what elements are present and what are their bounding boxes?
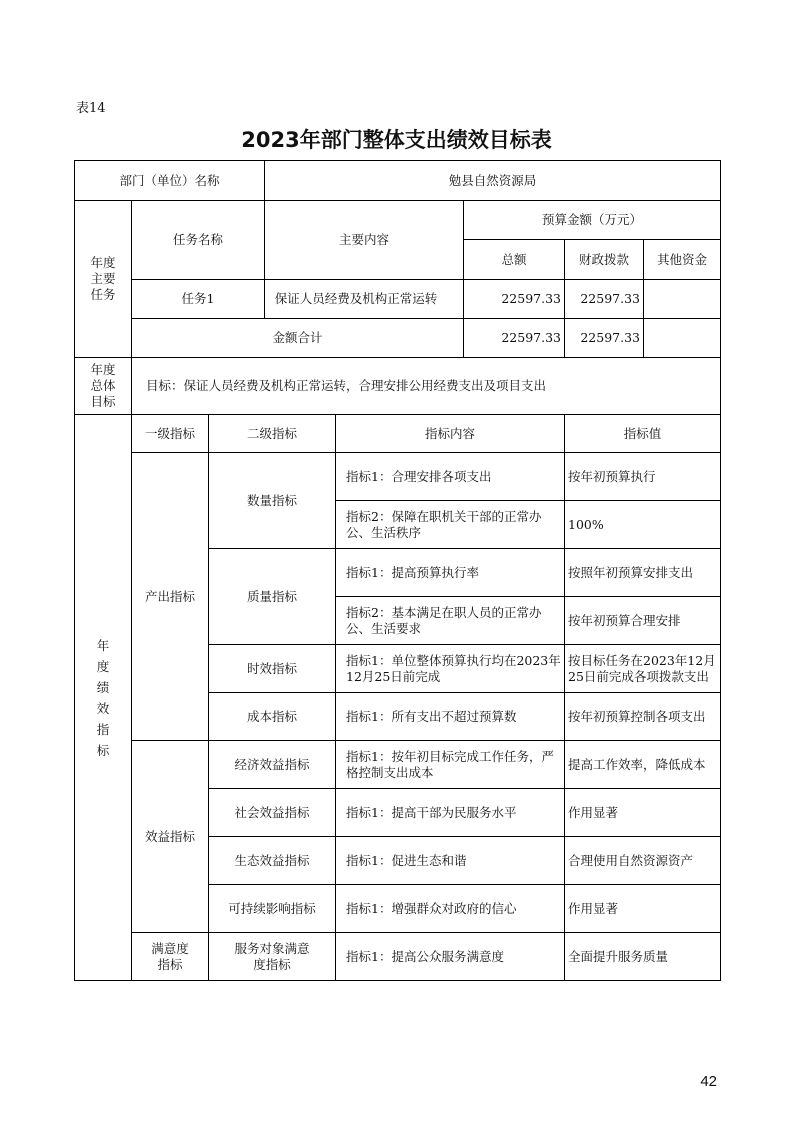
page-title: 2023年部门整体支出绩效目标表	[241, 128, 552, 152]
other-header: 其他资金	[644, 240, 721, 280]
indicator-value: 按年初预算合理安排	[565, 597, 721, 645]
dept-label: 部门（单位）名称	[75, 161, 265, 201]
indicator-content: 指标1：合理安排各项支出	[336, 453, 565, 501]
indicator-content: 指标1：提高公众服务满意度	[336, 933, 565, 981]
performance-goal-table	[74, 160, 721, 981]
value-header: 指标值	[565, 415, 721, 453]
cost-label: 成本指标	[209, 693, 336, 741]
indicator-value: 作用显著	[565, 789, 721, 837]
indicator-value: 按年初预算控制各项支出	[565, 693, 721, 741]
indicator-value: 合理使用自然资源资产	[565, 837, 721, 885]
level1-header: 一级指标	[132, 415, 209, 453]
sum-fiscal: 22597.33	[565, 319, 644, 358]
dept-value: 勉县自然资源局	[265, 161, 721, 201]
indicator-content: 指标2：基本满足在职人员的正常办公、生活要求	[336, 597, 565, 645]
indicator-value: 按目标任务在2023年12月25日前完成各项拨款支出	[565, 645, 721, 693]
sustainable-label	[209, 885, 336, 933]
annual-tasks-section: 年度主要任务	[75, 201, 132, 358]
indicators-section	[75, 415, 132, 981]
main-content-header: 主要内容	[265, 201, 464, 280]
economic-label	[209, 741, 336, 789]
indicator-value: 按照年初预算安排支出	[565, 549, 721, 597]
indicator-content: 指标1：提高预算执行率	[336, 549, 565, 597]
task-content: 保证人员经费及机构正常运转	[265, 280, 464, 319]
satisfaction-indicators-label	[132, 933, 209, 981]
table-label: 表14	[76, 101, 106, 116]
indicator-value: 提高工作效率，降低成本	[565, 741, 721, 789]
indicator-content: 指标2：保障在职机关干部的正常办公、生活秩序	[336, 501, 565, 549]
satisfaction-label-text: 满意度指标	[151, 940, 189, 972]
indicator-content: 指标1：增强群众对政府的信心	[336, 885, 565, 933]
indicator-value: 全面提升服务质量	[565, 933, 721, 981]
sum-label: 金额合计	[132, 319, 464, 358]
task-total: 22597.33	[464, 280, 565, 319]
fiscal-header: 财政拨款	[565, 240, 644, 280]
task-fiscal: 22597.33	[565, 280, 644, 319]
indicator-content: 指标1：单位整体预算执行均在2023年12月25日前完成	[336, 645, 565, 693]
indicator-value: 100%	[565, 501, 721, 549]
indicators-section-label: 年度绩效指标	[96, 637, 110, 758]
indicator-content: 指标1：按年初目标完成工作任务，严格控制支出成本	[336, 741, 565, 789]
indicator-value: 按年初预算执行	[565, 453, 721, 501]
benefit-indicators-label: 效益指标	[132, 741, 209, 933]
sum-total: 22597.33	[464, 319, 565, 358]
timeliness-label: 时效指标	[209, 645, 336, 693]
task-name-header: 任务名称	[132, 201, 265, 280]
ecological-label	[209, 837, 336, 885]
service-satisfaction-label-text: 服务对象满意度指标	[234, 940, 310, 972]
economic-label-text: 经济效益指标	[234, 756, 310, 772]
content-header: 指标内容	[336, 415, 565, 453]
level2-header: 二级指标	[209, 415, 336, 453]
task-name: 任务1	[132, 280, 265, 319]
quantity-label: 数量指标	[209, 453, 336, 549]
indicator-content: 指标1：促进生态和谐	[336, 837, 565, 885]
annual-goal-text: 目标：保证人员经费及机构正常运转，合理安排公用经费支出及项目支出	[132, 358, 721, 415]
indicator-content: 指标1：所有支出不超过预算数	[336, 693, 565, 741]
sustainable-label-text: 可持续影响指标	[228, 900, 316, 916]
page-number: 42	[700, 1073, 717, 1090]
social-label-text: 社会效益指标	[234, 804, 310, 820]
indicator-value: 作用显著	[565, 885, 721, 933]
sum-other	[644, 319, 721, 358]
ecological-label-text: 生态效益指标	[234, 852, 310, 868]
annual-goal-section: 年度总体目标	[75, 358, 132, 415]
total-header: 总额	[464, 240, 565, 280]
output-indicators-label: 产出指标	[132, 453, 209, 741]
service-satisfaction-label	[209, 933, 336, 981]
quality-label: 质量指标	[209, 549, 336, 645]
budget-header: 预算金额（万元）	[464, 201, 721, 240]
indicator-content: 指标1：提高干部为民服务水平	[336, 789, 565, 837]
task-other	[644, 280, 721, 319]
social-label	[209, 789, 336, 837]
